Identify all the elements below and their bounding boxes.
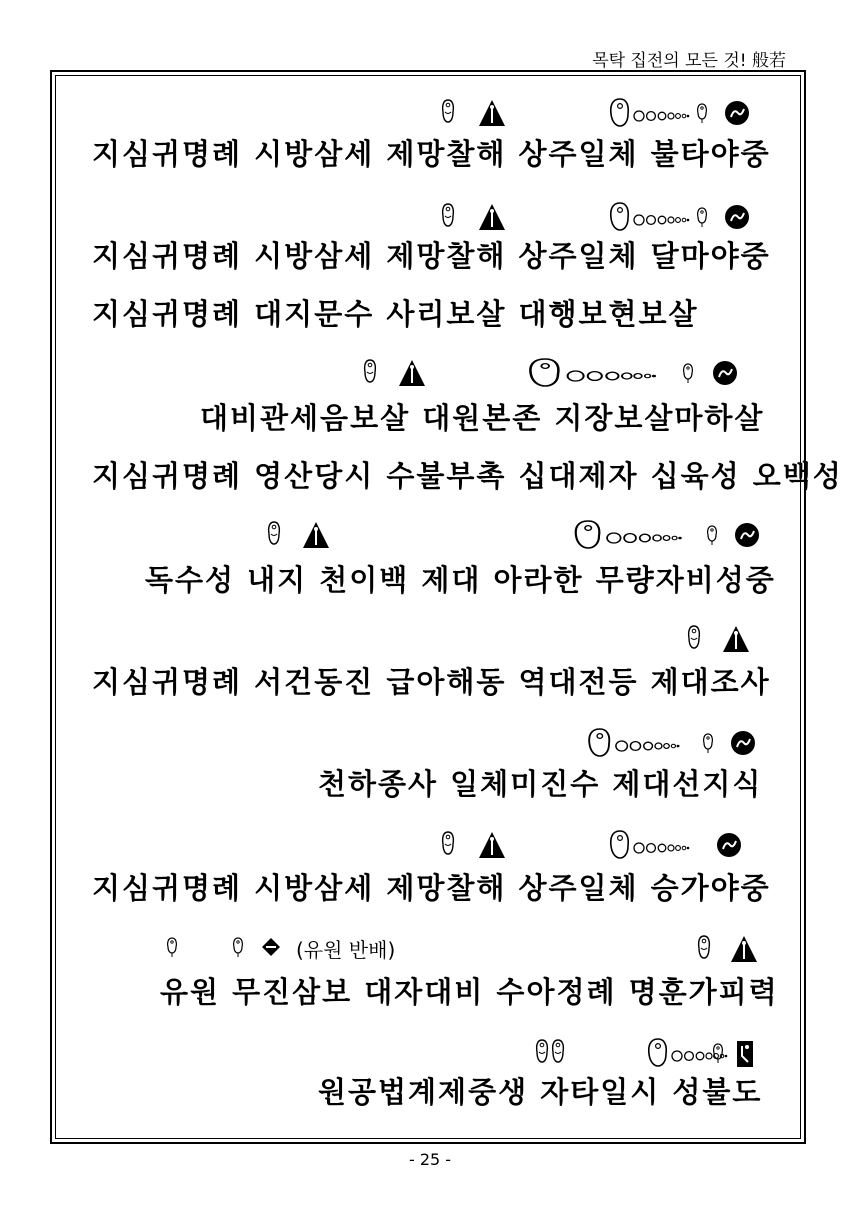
bell-circle-icon: [730, 730, 756, 756]
bow-triangle-icon: [478, 830, 508, 860]
chant-line: 지심귀명례 시방삼세 제망찰해 상주일체 달마야중: [92, 239, 771, 273]
bell-circle-icon: [724, 100, 750, 126]
small-moktak-icon: [712, 1042, 726, 1066]
bow-triangle-icon: [398, 358, 428, 388]
moktak-roll-icon: [608, 200, 694, 234]
vow-bow-note: (유원 반배): [296, 938, 396, 962]
small-moktak-icon: [166, 936, 180, 960]
moktak-roll-icon: [586, 726, 690, 760]
bell-circle-icon: [716, 832, 742, 858]
chant-line: 천하종사 일체미진수 제대선지식: [318, 767, 763, 801]
running-header: 목탁 집전의 모든 것! 般若: [592, 51, 786, 71]
bow-triangle-icon: [478, 98, 508, 128]
chant-line: 지심귀명례 서건동진 급아해동 역대전등 제대조사: [92, 665, 771, 699]
small-moktak-icon: [696, 102, 710, 126]
chant-line: 지심귀명례 시방삼세 제망찰해 상주일체 승가야중: [92, 871, 771, 905]
moktak-single-icon: [362, 358, 384, 388]
chant-line: 원공법계제중생 자타일시 성불도: [318, 1075, 763, 1109]
chant-line: 지심귀명례 시방삼세 제망찰해 상주일체 불타야중: [92, 137, 771, 171]
moktak-single-icon: [266, 520, 288, 550]
small-moktak-icon: [682, 362, 696, 386]
moktak-single-icon: [440, 98, 462, 128]
moktak-roll-icon: [608, 828, 694, 862]
page-number: - 25 -: [408, 1150, 452, 1169]
small-moktak-icon: [706, 524, 720, 548]
chant-line: 유원 무진삼보 대자대비 수아정례 명훈가피력: [160, 975, 779, 1009]
bell-circle-icon: [734, 522, 760, 548]
small-moktak-icon: [702, 732, 716, 756]
bow-triangle-icon: [302, 520, 332, 550]
moktak-roll-icon: [608, 96, 694, 130]
chant-line: 대비관세음보살 대원본존 지장보살마하살: [200, 401, 765, 435]
bow-triangle-icon: [478, 202, 508, 232]
bow-triangle-icon: [730, 934, 760, 964]
chant-line: 지심귀명례 영산당시 수불부촉 십대제자 십육성 오백성: [92, 459, 843, 493]
moktak-single-icon: [440, 202, 462, 232]
chant-line: 독수성 내지 천이백 제대 아라한 무량자비성중: [145, 563, 776, 597]
moktak-single-icon: [686, 624, 708, 654]
moktak-single-icon: [440, 830, 462, 860]
moktak-roll-icon: [572, 518, 692, 552]
small-moktak-icon: [232, 936, 246, 960]
chant-line: 지심귀명례 대지문수 사리보살 대행보현보살: [92, 297, 699, 331]
bow-triangle-icon: [722, 624, 752, 654]
diamond-bow-icon: [260, 936, 282, 958]
kneel-icon: [736, 1040, 756, 1070]
moktak-roll-icon: [526, 356, 666, 390]
bell-circle-icon: [724, 204, 750, 230]
moktak-single-icon: [696, 934, 718, 964]
small-moktak-icon: [696, 206, 710, 230]
bell-circle-icon: [712, 360, 738, 386]
moktak-double-icon: [534, 1036, 574, 1070]
